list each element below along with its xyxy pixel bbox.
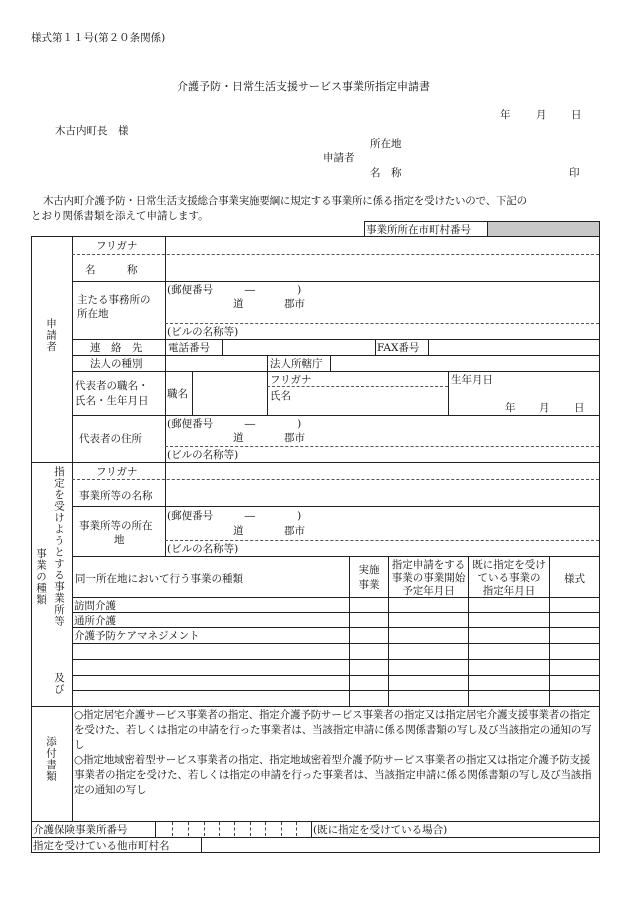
attachments-paragraph-2: ○指定地域密着型サービス事業者の指定、指定地域密着型介護予防サービス事業者の指定又は指定介護予防支援事業者の指定を受けた、若しくは指定の申請を行った事業者は、当該指定申請に係る関係書類の写し及び当該指定の通知の写し [74, 754, 592, 796]
facility-side-label-1: 指定を受けようとする事業所等 [53, 466, 65, 627]
contact-label: 連 絡 先 [90, 342, 143, 354]
name-label: 名 称 [370, 167, 402, 179]
facility-address-gun: 郡市 [284, 525, 305, 537]
col-start-date-1: 指定申請をする [391, 559, 466, 571]
main-office-dou: 道 [233, 298, 244, 310]
date-year: 年 [500, 109, 511, 121]
insurance-number-note: (既に指定を受けている場合) [313, 824, 448, 836]
rep-address-dou: 道 [233, 432, 244, 444]
birth-label: 生年月日 [451, 374, 493, 386]
rep-furigana-label: フリガナ [270, 374, 312, 386]
intro-line-2: とおり関係書類を添えて申請します。 [31, 210, 209, 222]
applicant-name-label: 名 称 [85, 264, 138, 276]
insurance-number-label: 介護保険事業所番号 [33, 824, 128, 836]
facility-side-label-2: 事業の種類 [35, 548, 47, 606]
col-start-date-3: 予定年月日 [402, 585, 455, 597]
col-implemented-2: 事業 [358, 579, 380, 591]
address-label: 所在地 [370, 138, 402, 150]
municipality-number-field[interactable] [487, 222, 599, 236]
corp-type-label: 法人の種別 [90, 358, 143, 370]
main-office-postal: (郵便番号 ― ) [167, 284, 302, 296]
seal-mark: 印 [569, 167, 580, 179]
service-row-1: 訪問介護 [74, 600, 116, 612]
applicant-furigana-label: フリガナ [96, 240, 138, 252]
col-implemented-1: 実施 [358, 564, 380, 576]
other-municipality-label: 指定を受けている他市町村名 [33, 840, 170, 852]
attachments-paragraph-1: ○指定居宅介護サービス事業者の指定、指定介護予防サービス事業者の指定又は指定居宅介護支援事業者の指定を受けた、若しくは指定の申請を行った事業者は、当該指定申請に係る関係書類の写し及び当該指定の通知の写し [74, 709, 592, 751]
col-start-date-2: 事業の事業開始 [391, 572, 466, 584]
form-number: 様式第１１号(第２０条関係) [31, 32, 166, 44]
rep-title-label: 職名 [167, 388, 188, 400]
rep-address-postal: (郵便番号 ― ) [167, 418, 302, 430]
col-prev-date-1: 既に指定を受け [472, 559, 546, 571]
main-office-label-1: 主たる事務所の [77, 294, 151, 306]
col-form: 様式 [564, 573, 585, 585]
col-prev-date-3: 指定年月日 [482, 585, 536, 597]
document-title: 介護予防・日常生活支援サービス事業所指定申請書 [177, 80, 430, 93]
facility-address-dou: 道 [233, 525, 244, 537]
rep-name-label: 氏名 [270, 390, 291, 402]
main-office-gun: 郡市 [284, 298, 305, 310]
fax-label: FAX番号 [377, 342, 420, 354]
corp-office-label: 法人所轄庁 [270, 358, 323, 370]
applicant-label: 申請者 [323, 152, 355, 164]
birth-year: 年 [505, 402, 516, 414]
date-day: 日 [571, 109, 582, 121]
date-month: 月 [536, 109, 547, 121]
rep-address-gun: 郡市 [284, 432, 305, 444]
main-office-label-2: 所在地 [77, 308, 109, 320]
phone-label: 電話番号 [168, 342, 210, 354]
intro-line-1: 木古内町介護予防・日常生活支援総合事業実施要綱に規定する事業所に係る指定を受けたいので、下記の [43, 195, 527, 207]
service-row-3: 介護予防ケアマネジメント [74, 630, 200, 642]
municipality-number-label: 事業所所在市町村番号 [366, 224, 471, 236]
rep-address-label: 代表者の住所 [79, 433, 142, 445]
rep-label-1: 代表者の職名・ [75, 380, 149, 392]
birth-day: 日 [574, 402, 585, 414]
addressee: 木古内町長 様 [55, 125, 129, 137]
rep-label-2: 氏名・生年月日 [75, 395, 149, 407]
col-service-type: 同一所在地において行う事業の種類 [75, 573, 243, 585]
main-office-building: (ビルの名称等) [167, 326, 239, 338]
service-row-2: 通所介護 [74, 615, 116, 627]
birth-month: 月 [539, 402, 550, 414]
rep-address-building: (ビルの名称等) [167, 449, 239, 461]
facility-address-label-2: 地 [114, 534, 125, 546]
attachments-side-label: 添付書類 [45, 736, 57, 782]
facility-address-postal: (郵便番号 ― ) [167, 510, 302, 522]
applicant-side-label: 申請者 [45, 318, 57, 353]
col-prev-date-2: ている事業の [477, 572, 541, 584]
facility-address-label-1: 事業所等の所在 [79, 520, 153, 532]
facility-furigana-label: フリガナ [96, 466, 138, 478]
facility-side-label-3: 及び [53, 672, 65, 695]
facility-name-label: 事業所等の名称 [79, 490, 153, 502]
facility-address-building: (ビルの名称等) [167, 543, 239, 555]
